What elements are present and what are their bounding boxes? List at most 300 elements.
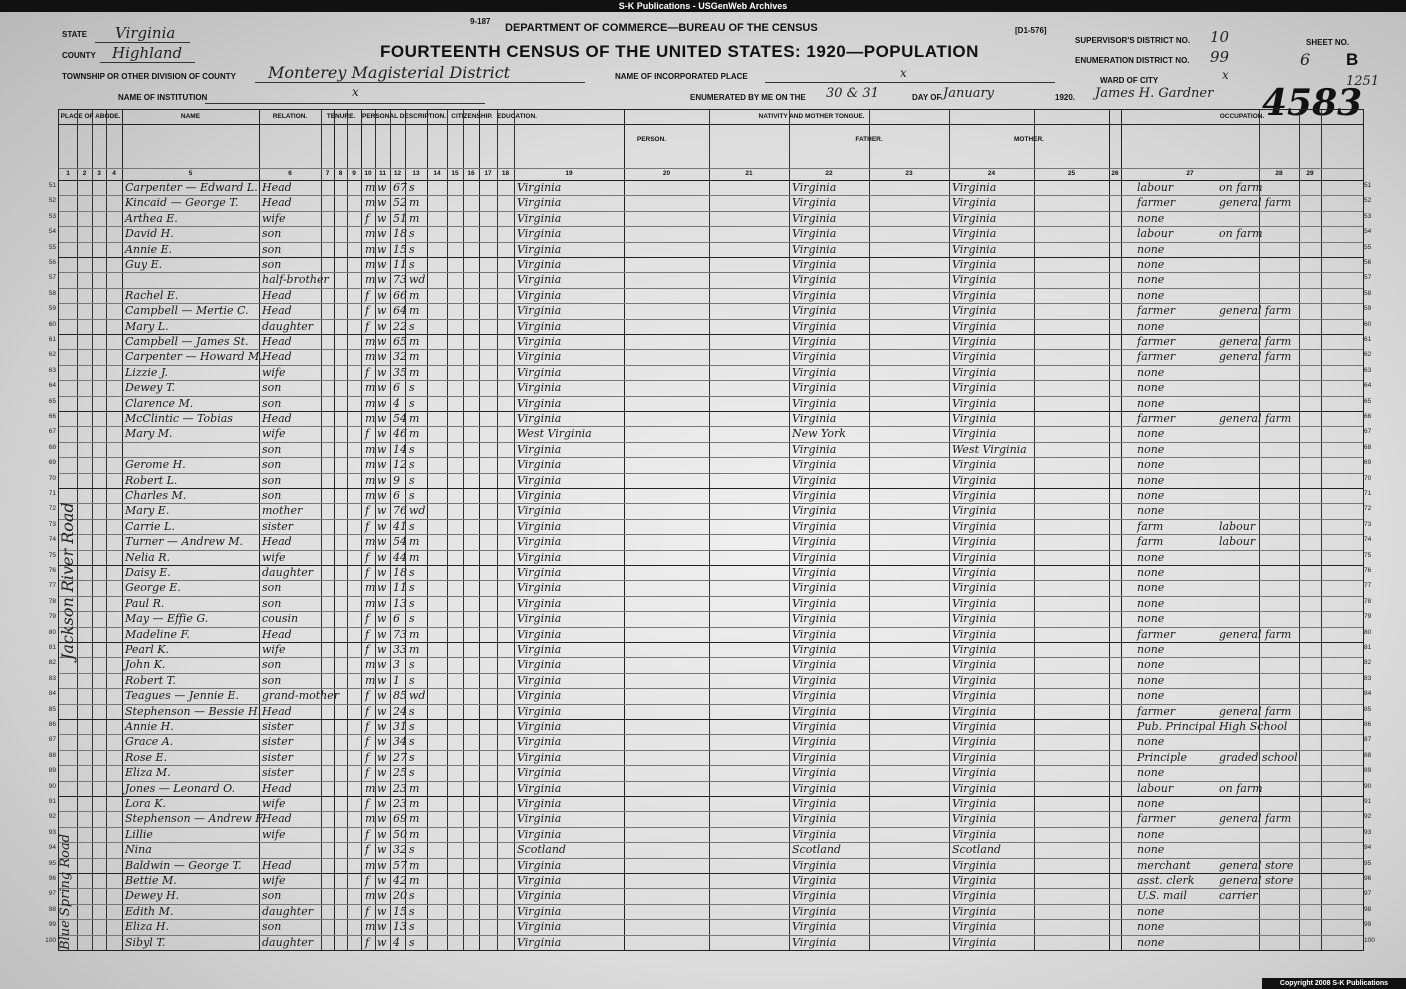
cell-rel: sister (262, 519, 293, 533)
cell-race: w (377, 196, 387, 210)
cell-occ: none (1137, 242, 1165, 256)
cell-race: w (377, 396, 387, 410)
cell-b3: Virginia (952, 381, 997, 395)
stamp-small: 1251 (1346, 74, 1380, 89)
cell-b1: Virginia (517, 288, 562, 302)
cell-b1: Virginia (517, 704, 562, 718)
cell-b2: Virginia (792, 489, 837, 502)
cell-race: w (377, 612, 387, 626)
cell-race: w (377, 735, 387, 749)
cell-rel: daughter (262, 319, 313, 333)
cell-age: 9 (393, 473, 400, 487)
state-label: STATE (62, 30, 88, 39)
cell-age: 4 (393, 396, 400, 410)
row-number: 69 (48, 459, 56, 467)
row-number-right: 66 (1364, 413, 1372, 420)
cell-b1: Virginia (517, 211, 562, 225)
cell-race: w (377, 258, 387, 271)
column-number: 16 (467, 170, 475, 177)
cell-occ: labour (1137, 781, 1174, 795)
cell-occ: none (1137, 658, 1165, 672)
cell-occ: none (1137, 489, 1165, 502)
cell-b3: Virginia (952, 335, 997, 348)
cell-ms: m (409, 781, 420, 795)
cell-b3: Virginia (952, 827, 997, 841)
cell-age: 20 (393, 889, 407, 903)
cell-ms: s (409, 658, 415, 672)
cell-occ: none (1137, 458, 1165, 472)
cell-ms: s (409, 596, 415, 610)
cell-name: Madeline F. (125, 627, 190, 641)
cell-name: Lizzie J. (125, 365, 168, 379)
cell-rel: son (262, 396, 282, 410)
cell-b2: New York (792, 427, 846, 441)
column-number: 25 (1067, 170, 1076, 177)
cell-b2: Virginia (792, 720, 837, 733)
cell-race: w (377, 550, 387, 564)
column-number: 4 (112, 170, 116, 177)
cell-name: Baldwin — George T. (125, 858, 242, 872)
cell-age: 44 (393, 550, 407, 564)
cell-occ: farmer (1137, 627, 1176, 641)
row-number: 54 (48, 228, 56, 236)
cell-age: 41 (393, 519, 407, 533)
cell-sex: f (365, 365, 370, 379)
cell-race: w (377, 673, 387, 687)
cell-rel: sister (262, 766, 293, 780)
row-number-right: 58 (1364, 289, 1372, 297)
cell-name: Carrie L. (125, 519, 175, 533)
cell-b3: Virginia (952, 196, 997, 210)
cell-rel: Head (262, 781, 292, 795)
incorporated-value: x (900, 66, 907, 80)
cell-b1: Virginia (517, 889, 562, 903)
cell-ms: m (409, 827, 420, 841)
cell-race: w (377, 643, 387, 656)
cell-rel: Head (262, 858, 292, 872)
cell-b1: Virginia (517, 750, 562, 764)
cell-sex: f (365, 904, 370, 918)
row-number: 60 (48, 320, 56, 328)
cell-name: Dewey H. (125, 889, 180, 903)
cell-b3: Virginia (952, 797, 997, 810)
enumerated-day: 30 & 31 (826, 86, 879, 101)
cell-name: Rachel E. (125, 288, 179, 302)
cell-ms: m (409, 335, 420, 348)
cell-b1: Virginia (517, 365, 562, 379)
cell-b2: Virginia (792, 381, 837, 395)
row-number-right: 95 (1364, 859, 1372, 867)
cell-b3: Virginia (952, 750, 997, 764)
cell-name: Lillie (125, 827, 153, 841)
cell-b1: Virginia (517, 350, 562, 364)
form-number: 9-187 (470, 17, 491, 26)
cell-b3: Virginia (952, 581, 997, 595)
cell-b2: Virginia (792, 612, 837, 626)
row-number-right: 82 (1364, 659, 1372, 667)
cell-sex: m (365, 673, 376, 687)
cell-race: w (377, 381, 387, 395)
cell-ind: on farm (1219, 181, 1263, 194)
cell-b2: Virginia (792, 889, 837, 903)
cell-b1: Virginia (517, 442, 562, 456)
cell-b2: Virginia (792, 750, 837, 764)
row-number: 70 (48, 474, 56, 482)
cell-rel: Head (262, 704, 292, 718)
row-number-right: 97 (1364, 890, 1372, 898)
cell-b3: Virginia (952, 766, 997, 780)
cell-name: Turner — Andrew M. (125, 535, 244, 549)
cell-b3: Virginia (952, 211, 997, 225)
cell-b3: Virginia (952, 458, 997, 472)
cell-rel: wife (262, 427, 286, 441)
cell-ms: wd (409, 689, 426, 703)
cell-occ: none (1137, 550, 1165, 564)
cell-b2: Virginia (792, 396, 837, 410)
cell-age: 69 (393, 812, 407, 826)
cell-b1: Virginia (517, 689, 562, 703)
cell-occ: none (1137, 442, 1165, 456)
row-number: 83 (48, 674, 56, 682)
cell-age: 85 (393, 689, 407, 703)
cell-b1: Virginia (517, 935, 562, 949)
cell-name: Stephenson — Bessie H. (125, 704, 262, 718)
cell-ms: m (409, 427, 420, 441)
cell-rel: mother (262, 504, 303, 518)
cell-b3: Virginia (952, 643, 997, 656)
cell-rel: Head (262, 535, 292, 549)
cell-rel: son (262, 596, 282, 610)
row-number: 57 (48, 274, 56, 282)
cell-b3: Virginia (952, 273, 997, 287)
cell-occ: farmer (1137, 812, 1176, 826)
cell-name: Kincaid — George T. (125, 196, 239, 210)
cell-b1: Virginia (517, 673, 562, 687)
cell-sex: f (365, 704, 370, 718)
cell-ms: s (409, 519, 415, 533)
cell-b1: Virginia (517, 627, 562, 641)
cell-age: 13 (393, 596, 407, 610)
cell-rel: wife (262, 797, 286, 810)
cell-b2: Virginia (792, 797, 837, 810)
cell-ms: s (409, 935, 415, 949)
cell-ms: m (409, 365, 420, 379)
cell-age: 76 (393, 504, 407, 518)
group-header: NAME (180, 113, 201, 120)
cell-rel: son (262, 658, 282, 672)
cell-name: Carpenter — Howard M. (125, 350, 263, 364)
margin-note-jackson: Jackson River Road (58, 502, 77, 660)
cell-name: Gerome H. (125, 458, 186, 472)
cell-age: 15 (393, 242, 407, 256)
cell-rel: son (262, 458, 282, 472)
cell-occ: labour (1137, 227, 1174, 241)
cell-sex: f (365, 735, 370, 749)
cell-sex: f (365, 750, 370, 764)
row-number-right: 76 (1364, 567, 1372, 574)
cell-occ: none (1137, 843, 1165, 857)
cell-b2: Scotland (792, 843, 841, 857)
cell-b1: Virginia (517, 658, 562, 672)
cell-name: Annie H. (125, 720, 174, 733)
row-number: 67 (48, 428, 56, 436)
cell-ms: s (409, 458, 415, 472)
cell-ms: s (409, 258, 415, 271)
cell-b3: Virginia (952, 735, 997, 749)
supervisor-label: SUPERVISOR'S DISTRICT NO. (1075, 36, 1191, 45)
row-number-right: 78 (1364, 597, 1372, 605)
cell-age: 50 (393, 827, 407, 841)
row-number-right: 65 (1364, 397, 1372, 405)
column-number: 17 (484, 170, 492, 177)
cell-occ: none (1137, 673, 1165, 687)
cell-race: w (377, 720, 387, 733)
cell-ms: m (409, 350, 420, 364)
cell-sex: f (365, 566, 370, 579)
cell-sex: f (365, 689, 370, 703)
cell-race: w (377, 596, 387, 610)
cell-rel: daughter (262, 566, 313, 579)
banner: S-K Publications - USGenWeb Archives (0, 0, 1406, 12)
cell-age: 66 (393, 288, 407, 302)
cell-b3: Virginia (952, 889, 997, 903)
cell-race: w (377, 874, 387, 887)
cell-rel: wife (262, 550, 286, 564)
cell-name: Robert L. (125, 473, 178, 487)
row-number-right: 99 (1364, 921, 1372, 929)
cell-race: w (377, 904, 387, 918)
cell-occ: none (1137, 427, 1165, 441)
county-label: COUNTY (62, 51, 96, 60)
cell-age: 12 (393, 458, 407, 472)
cell-sex: m (365, 858, 376, 872)
cell-ind: general farm (1219, 304, 1292, 318)
cell-rel: son (262, 242, 282, 256)
cell-occ: none (1137, 689, 1165, 703)
column-number: 8 (338, 170, 343, 177)
row-number: 93 (48, 828, 56, 836)
group-header: EDUCATION. (497, 113, 537, 120)
cell-b2: Virginia (792, 874, 837, 887)
row-number: 78 (48, 597, 56, 605)
cell-age: 23 (393, 781, 407, 795)
cell-age: 32 (393, 350, 407, 364)
row-number-right: 92 (1364, 813, 1372, 821)
cell-b3: Virginia (952, 504, 997, 518)
row-number-right: 77 (1364, 582, 1372, 590)
cell-race: w (377, 766, 387, 780)
column-number: 22 (825, 170, 833, 177)
row-number-right: 85 (1364, 705, 1372, 713)
cell-occ: merchant (1137, 858, 1191, 872)
row-number: 58 (48, 289, 56, 297)
cell-ms: m (409, 535, 420, 549)
cell-ms: m (409, 643, 420, 656)
cell-sex: m (365, 350, 376, 364)
cell-age: 4 (393, 935, 400, 949)
cell-rel: wife (262, 874, 286, 887)
cell-age: 35 (393, 365, 407, 379)
column-number: 7 (325, 170, 330, 177)
cell-name: Eliza H. (125, 920, 170, 934)
cell-b1: Virginia (517, 720, 562, 733)
sheet-label: SHEET NO. (1306, 38, 1350, 47)
township-value: Monterey Magisterial District (268, 63, 511, 82)
cell-ms: s (409, 889, 415, 903)
row-number: 98 (48, 905, 56, 913)
row-number: 51 (48, 182, 56, 189)
cell-b2: Virginia (792, 766, 837, 780)
cell-race: w (377, 535, 387, 549)
cell-ind: carrier (1219, 889, 1258, 903)
cell-race: w (377, 843, 387, 857)
cell-occ: none (1137, 288, 1165, 302)
cell-b1: Virginia (517, 735, 562, 749)
cell-occ: labour (1137, 181, 1174, 194)
group-header: PERSONAL DESCRIPTION. (361, 113, 447, 120)
cell-ms: s (409, 581, 415, 595)
cell-age: 6 (393, 489, 400, 502)
cell-race: w (377, 750, 387, 764)
row-number: 56 (48, 259, 56, 266)
cell-b3: Virginia (952, 396, 997, 410)
row-number-right: 54 (1364, 228, 1372, 236)
row-number: 71 (48, 490, 56, 497)
form-code: [D1-576] (1015, 26, 1047, 35)
cell-occ: none (1137, 935, 1165, 949)
cell-rel: cousin (262, 612, 299, 626)
enumerator-name: James H. Gardner (1095, 86, 1214, 101)
cell-ms: s (409, 904, 415, 918)
cell-name: Nelia R. (125, 550, 171, 564)
cell-occ: none (1137, 473, 1165, 487)
cell-b3: Virginia (952, 812, 997, 826)
cell-b2: Virginia (792, 581, 837, 595)
cell-race: w (377, 689, 387, 703)
cell-age: 15 (393, 904, 407, 918)
cell-b2: Virginia (792, 211, 837, 225)
row-number: 59 (48, 305, 56, 313)
cell-b1: Virginia (517, 227, 562, 241)
cell-sex: m (365, 658, 376, 672)
cell-ind: labour (1219, 519, 1256, 533)
row-number: 99 (48, 921, 56, 929)
cell-race: w (377, 304, 387, 318)
cell-name: David H. (125, 227, 174, 241)
cell-race: w (377, 227, 387, 241)
cell-race: w (377, 473, 387, 487)
cell-age: 46 (393, 427, 407, 441)
cell-race: w (377, 519, 387, 533)
cell-b3: Scotland (952, 843, 1001, 857)
row-number-right: 90 (1364, 782, 1372, 790)
cell-name: Arthea E. (125, 211, 178, 225)
cell-rel: son (262, 581, 282, 595)
cell-b3: Virginia (952, 319, 997, 333)
cell-name: John K. (125, 658, 166, 672)
cell-b1: Virginia (517, 335, 562, 348)
cell-ms: s (409, 489, 415, 502)
cell-name: Daisy E. (125, 566, 171, 579)
cell-b2: Virginia (792, 550, 837, 564)
cell-b1: Virginia (517, 504, 562, 518)
cell-b3: Virginia (952, 627, 997, 641)
row-number-right: 75 (1364, 551, 1372, 559)
cell-name: Paul R. (125, 596, 165, 610)
cell-age: 54 (393, 535, 407, 549)
cell-b2: Virginia (792, 689, 837, 703)
cell-race: w (377, 365, 387, 379)
cell-name: Clarence M. (125, 396, 194, 410)
row-number: 68 (48, 443, 56, 451)
cell-name: May — Effie G. (125, 612, 209, 626)
cell-occ: none (1137, 365, 1165, 379)
cell-b1: Virginia (517, 920, 562, 934)
cell-occ: none (1137, 904, 1165, 918)
day-of-label: DAY OF (912, 93, 942, 102)
cell-ind: general farm (1219, 812, 1292, 826)
cell-b3: Virginia (952, 227, 997, 241)
cell-sex: m (365, 396, 376, 410)
row-number-right: 84 (1364, 690, 1372, 698)
cell-age: 52 (393, 196, 407, 210)
cell-name: Campbell — James St. (125, 335, 249, 348)
cell-rel: daughter (262, 935, 313, 949)
cell-b3: Virginia (952, 704, 997, 718)
row-number: 80 (48, 628, 56, 636)
cell-occ: farmer (1137, 335, 1176, 348)
cell-b2: Virginia (792, 242, 837, 256)
cell-age: 27 (393, 750, 407, 764)
cell-name: Jones — Leonard O. (125, 781, 236, 795)
cell-b2: Virginia (792, 365, 837, 379)
cell-ind: general farm (1219, 412, 1292, 425)
cell-ms: m (409, 304, 420, 318)
row-number-right: 55 (1364, 243, 1372, 251)
cell-b3: Virginia (952, 242, 997, 256)
cell-name: Bettie M. (125, 874, 177, 887)
cell-sex: m (365, 335, 376, 348)
cell-name: Guy E. (125, 258, 163, 271)
cell-age: 42 (393, 874, 407, 887)
row-number-right: 91 (1364, 798, 1372, 805)
row-number-right: 64 (1364, 382, 1372, 390)
state-value: Virginia (115, 24, 176, 42)
cell-b3: Virginia (952, 550, 997, 564)
cell-b2: Virginia (792, 920, 837, 934)
cell-b2: Virginia (792, 658, 837, 672)
cell-name: Carpenter — Edward L. (125, 181, 258, 194)
cell-b1: Virginia (517, 535, 562, 549)
enumeration-value: 99 (1210, 48, 1230, 66)
cell-b3: Virginia (952, 519, 997, 533)
cell-ind: on farm (1219, 781, 1263, 795)
cell-b2: Virginia (792, 473, 837, 487)
cell-occ: none (1137, 581, 1165, 595)
cell-b2: Virginia (792, 258, 837, 271)
cell-sex: m (365, 196, 376, 210)
cell-ms: m (409, 874, 420, 887)
cell-race: w (377, 350, 387, 364)
row-number-right: 52 (1364, 197, 1372, 205)
row-number-right: 72 (1364, 505, 1372, 513)
cell-sex: f (365, 843, 370, 857)
row-number: 52 (48, 197, 56, 205)
column-number: 29 (1306, 170, 1314, 177)
row-number: 88 (48, 751, 56, 759)
column-number: 18 (501, 170, 510, 177)
row-number: 72 (48, 505, 56, 513)
